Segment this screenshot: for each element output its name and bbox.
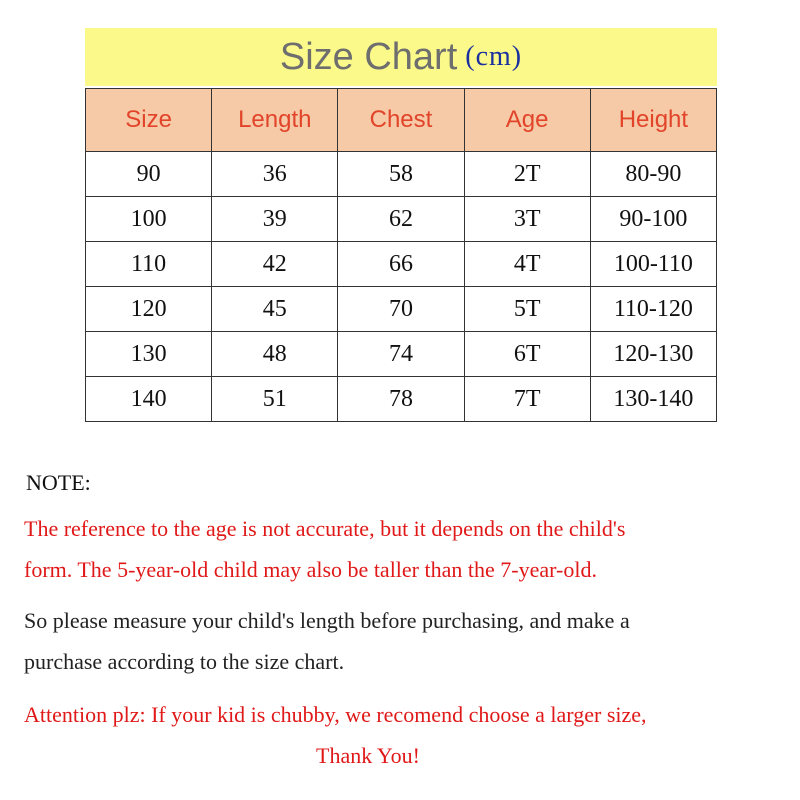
size-table xyxy=(85,88,717,422)
cell-length: 36 xyxy=(212,152,338,197)
age-disclaimer-line-1: The reference to the age is not accurate, but it depends on the child's xyxy=(24,516,626,541)
cell-age: 4T xyxy=(464,242,590,287)
cell-age: 6T xyxy=(464,332,590,377)
header-chest: Chest xyxy=(338,89,464,152)
cell-size: 140 xyxy=(86,377,212,422)
attention-note: Attention plz: If your kid is chubby, we recomend choose a larger size, xyxy=(24,702,647,727)
table-row xyxy=(86,152,717,197)
table-row xyxy=(86,242,717,287)
age-disclaimer-line-2: form. The 5-year-old child may also be taller than the 7-year-old. xyxy=(24,557,597,582)
cell-length: 51 xyxy=(212,377,338,422)
header-length: Length xyxy=(212,89,338,152)
cell-height: 90-100 xyxy=(590,197,716,242)
size-chart-title: Size Chart xyxy=(279,35,458,78)
cell-length: 48 xyxy=(212,332,338,377)
cell-length: 39 xyxy=(212,197,338,242)
cell-age: 3T xyxy=(464,197,590,242)
cell-age: 5T xyxy=(464,287,590,332)
cell-height: 110-120 xyxy=(590,287,716,332)
cell-size: 120 xyxy=(86,287,212,332)
note-label: NOTE: xyxy=(26,470,91,495)
cell-size: 100 xyxy=(86,197,212,242)
table-row xyxy=(86,287,717,332)
cell-chest: 70 xyxy=(338,287,464,332)
cell-chest: 58 xyxy=(338,152,464,197)
header-height: Height xyxy=(590,89,716,152)
cell-length: 45 xyxy=(212,287,338,332)
cell-age: 2T xyxy=(464,152,590,197)
cell-chest: 78 xyxy=(338,377,464,422)
notes-section xyxy=(24,470,794,776)
unit-label: (cm) xyxy=(465,41,523,72)
cell-age: 7T xyxy=(464,377,590,422)
cell-height: 100-110 xyxy=(590,242,716,287)
cell-size: 90 xyxy=(86,152,212,197)
table-row xyxy=(86,332,717,377)
cell-chest: 74 xyxy=(338,332,464,377)
cell-height: 130-140 xyxy=(590,377,716,422)
table-header-row xyxy=(86,89,717,152)
cell-chest: 62 xyxy=(338,197,464,242)
table-row xyxy=(86,197,717,242)
cell-length: 42 xyxy=(212,242,338,287)
cell-size: 130 xyxy=(86,332,212,377)
header-age: Age xyxy=(464,89,590,152)
cell-height: 120-130 xyxy=(590,332,716,377)
thank-you-text: Thank You! xyxy=(316,743,420,768)
table-row xyxy=(86,377,717,422)
size-chart-banner xyxy=(85,28,717,86)
header-size: Size xyxy=(86,89,212,152)
cell-height: 80-90 xyxy=(590,152,716,197)
measure-instruction-line-1: So please measure your child's length before purchasing, and make a xyxy=(24,608,630,633)
measure-instruction-line-2: purchase according to the size chart. xyxy=(24,649,345,674)
cell-size: 110 xyxy=(86,242,212,287)
cell-chest: 66 xyxy=(338,242,464,287)
